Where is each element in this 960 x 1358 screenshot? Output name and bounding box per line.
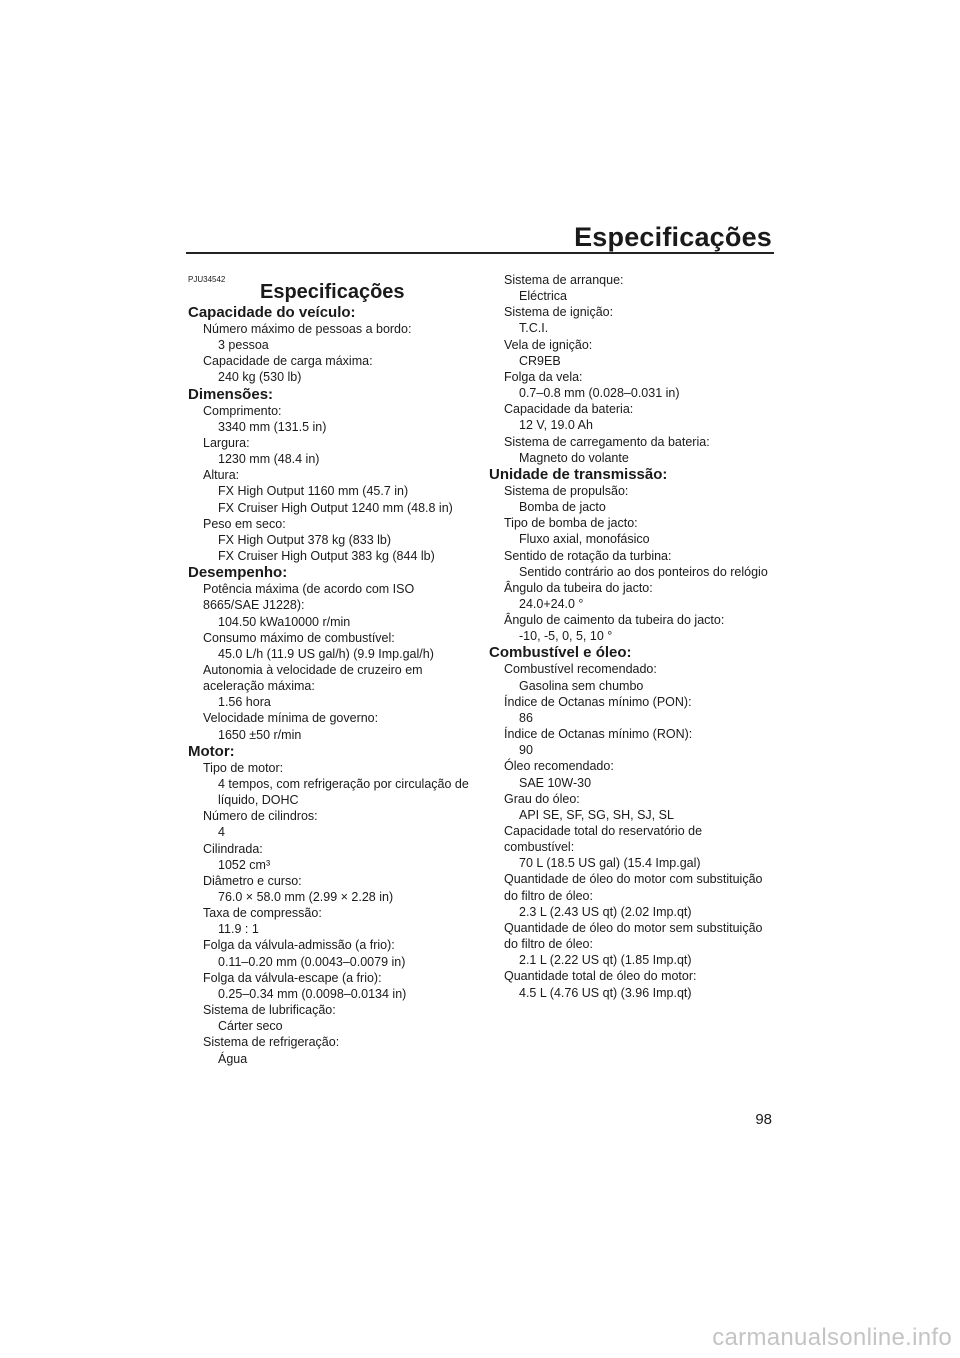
spec-value: 76.0 × 58.0 mm (2.99 × 2.28 in): [218, 890, 394, 904]
spec-label: Vela de ignição:: [504, 337, 593, 352]
spec-label: Velocidade mínima de governo:: [203, 711, 379, 726]
header-rule: [186, 252, 774, 254]
left-column: [188, 304, 470, 1067]
spec-label: Peso em seco:: [203, 516, 286, 531]
spec-value: 24.0+24.0 °: [519, 596, 584, 611]
spec-value: -10, -5, 0, 5, 10 °: [519, 629, 613, 644]
spec-value: Água: [218, 1051, 248, 1066]
spec-value: Eléctrica: [519, 289, 567, 304]
spec-label: Altura:: [203, 468, 240, 483]
spec-value: 70 L (18.5 US gal) (15.4 Imp.gal): [519, 856, 701, 871]
spec-label: do filtro de óleo:: [504, 937, 593, 952]
spec-label: Número de cilindros:: [203, 809, 318, 824]
spec-label: Sistema de arranque:: [504, 273, 624, 287]
spec-label: do filtro de óleo:: [504, 888, 593, 903]
spec-value: 1052 cm³: [218, 857, 271, 872]
spec-label: Ângulo da tubeira do jacto:: [504, 580, 653, 595]
spec-value: Gasolina sem chumbo: [519, 678, 644, 693]
spec-label: 8665/SAE J1228):: [203, 598, 305, 613]
heading-dimensions: Dimensões:: [188, 385, 274, 403]
spec-label: Tipo de bomba de jacto:: [504, 516, 638, 531]
spec-label: Quantidade de óleo do motor com substituição: [504, 872, 763, 887]
spec-value: 0.7–0.8 mm (0.028–0.031 in): [519, 386, 680, 401]
spec-value: Bomba de jacto: [519, 500, 606, 515]
heading-vehicle-capacity: Capacidade do veículo:: [188, 304, 356, 321]
spec-label: Sistema de lubrificação:: [203, 1003, 336, 1018]
spec-value: 0.25–0.34 mm (0.0098–0.0134 in): [218, 986, 407, 1001]
spec-value: T.C.I.: [519, 321, 549, 336]
spec-value: 3340 mm (131.5 in): [218, 419, 327, 434]
spec-label: Autonomia à velocidade de cruzeiro em: [203, 662, 423, 677]
spec-label: Diâmetro e curso:: [203, 873, 302, 888]
spec-value: 86: [519, 710, 533, 725]
spec-label: Potência máxima (de acordo com ISO: [203, 582, 415, 597]
spec-value: Sentido contrário ao dos ponteiros do relógio: [519, 564, 768, 579]
spec-label: Quantidade de óleo do motor sem substituição: [504, 920, 763, 935]
spec-label: Grau do óleo:: [504, 791, 580, 806]
spec-label: Tipo de motor:: [203, 760, 284, 775]
heading-engine: Motor:: [188, 742, 235, 760]
spec-label: Taxa de compressão:: [203, 906, 322, 921]
spec-value: Cárter seco: [218, 1019, 283, 1034]
spec-value: 1.56 hora: [218, 695, 271, 710]
spec-label: aceleração máxima:: [203, 679, 315, 694]
spec-value: CR9EB: [519, 353, 561, 368]
heading-performance: Desempenho:: [188, 564, 288, 582]
page-number: 98: [755, 1111, 772, 1128]
spec-label: Índice de Octanas mínimo (RON):: [504, 727, 693, 742]
spec-label: Capacidade da bateria:: [504, 402, 634, 417]
heading-transmission: Unidade de transmissão:: [489, 465, 668, 483]
spec-value: 45.0 L/h (11.9 US gal/h) (9.9 Imp.gal/h): [218, 646, 434, 661]
heading-fuel-oil: Combustível e óleo:: [489, 644, 632, 662]
spec-value: SAE 10W-30: [519, 775, 592, 790]
spec-value: 2.3 L (2.43 US qt) (2.02 Imp.qt): [519, 904, 692, 919]
spec-label: Sentido de rotação da turbina:: [504, 548, 672, 563]
spec-label: Ângulo de caimento da tubeira do jacto:: [504, 613, 725, 628]
spec-label: Folga da válvula-admissão (a frio):: [203, 938, 395, 953]
spec-value: Fluxo axial, monofásico: [519, 532, 650, 547]
watermark: carmanualsonline.info: [712, 1324, 952, 1351]
spec-label: Sistema de propulsão:: [504, 483, 629, 498]
section-title: Especificações: [260, 281, 405, 303]
spec-value: FX High Output 378 kg (833 lb): [218, 532, 392, 547]
spec-value: 0.11–0.20 mm (0.0043–0.0079 in): [218, 954, 406, 969]
spec-value: 4: [218, 825, 225, 840]
spec-value: líquido, DOHC: [218, 793, 299, 808]
spec-label: Capacidade de carga máxima:: [203, 354, 373, 369]
spec-value: 240 kg (530 lb): [218, 370, 302, 385]
spec-label: Largura:: [203, 435, 250, 450]
spec-label: Número máximo de pessoas a bordo:: [203, 322, 412, 336]
spec-label: Quantidade total de óleo do motor:: [504, 969, 697, 984]
spec-label: Folga da válvula-escape (a frio):: [203, 970, 382, 985]
spec-value: FX Cruiser High Output 1240 mm (48.8 in): [218, 500, 453, 515]
spec-label: combustível:: [504, 840, 575, 855]
spec-value: Magneto do volante: [519, 450, 629, 465]
spec-label: Óleo recomendado:: [504, 759, 614, 774]
spec-value: 104.50 kWa10000 r/min: [218, 614, 351, 629]
spec-label: Cilindrada:: [203, 841, 263, 856]
spec-value: 4.5 L (4.76 US qt) (3.96 Imp.qt): [519, 985, 692, 1000]
spec-value: FX Cruiser High Output 383 kg (844 lb): [218, 549, 435, 564]
spec-label: Sistema de refrigeração:: [203, 1035, 340, 1050]
spec-label: Consumo máximo de combustível:: [203, 630, 395, 645]
spec-value: 11.9 : 1: [218, 922, 259, 937]
spec-value: FX High Output 1160 mm (45.7 in): [218, 484, 409, 499]
spec-label: Sistema de ignição:: [504, 305, 614, 320]
right-column: [489, 272, 779, 1001]
spec-value: 2.1 L (2.22 US qt) (1.85 Imp.qt): [519, 953, 692, 968]
spec-value: 1230 mm (48.4 in): [218, 452, 320, 467]
page-header-title: Especificações: [574, 222, 772, 252]
spec-label: Combustível recomendado:: [504, 662, 657, 677]
document-code: PJU34542: [188, 275, 226, 284]
spec-value: 4 tempos, com refrigeração por circulação de: [218, 776, 469, 791]
spec-label: Folga da vela:: [504, 369, 583, 384]
spec-value: API SE, SF, SG, SH, SJ, SL: [519, 807, 674, 822]
spec-value: 1650 ±50 r/min: [218, 727, 302, 742]
spec-label: Capacidade total do reservatório de: [504, 824, 703, 838]
spec-label: Índice de Octanas mínimo (PON):: [504, 694, 692, 709]
spec-value: 3 pessoa: [218, 338, 269, 353]
spec-value: 12 V, 19.0 Ah: [519, 418, 593, 433]
spec-value: 90: [519, 743, 533, 758]
spec-label: Sistema de carregamento da bateria:: [504, 434, 710, 449]
spec-label: Comprimento:: [203, 403, 282, 418]
